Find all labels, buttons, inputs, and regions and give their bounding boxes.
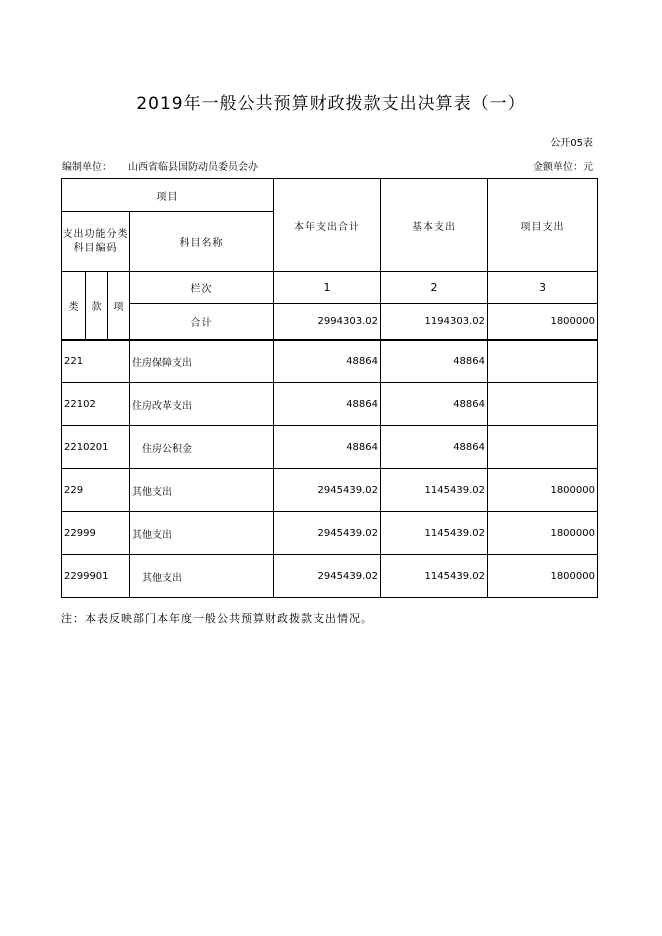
row-code: 221 [62, 340, 130, 383]
row-total: 48864 [274, 383, 381, 426]
sum-project: 1800000 [488, 304, 598, 340]
org-label: 编制单位： [62, 162, 112, 173]
table-row [62, 512, 598, 555]
header-name: 科目名称 [130, 212, 274, 272]
amount-unit: 金额单位：元 [533, 162, 593, 173]
row-total: 48864 [274, 340, 381, 383]
budget-table [61, 178, 598, 598]
page-title: 2019年一般公共预算财政拨款支出决算表（一） [136, 94, 526, 114]
row-code: 2299901 [62, 555, 130, 598]
header-total: 本年支出合计 [274, 179, 381, 272]
row-name: 其他支出 [130, 555, 274, 598]
row-code: 22999 [62, 512, 130, 555]
org-name: 山西省临县国防动员委员会办 [128, 162, 258, 173]
row-project [488, 383, 598, 426]
header-item: 项目 [62, 179, 274, 212]
row-project [488, 340, 598, 383]
sum-total: 2994303.02 [274, 304, 381, 340]
row-basic: 1145439.02 [381, 469, 488, 512]
table-row [62, 555, 598, 598]
row-basic: 48864 [381, 426, 488, 469]
col-number-3: 3 [488, 272, 598, 304]
row-basic: 1145439.02 [381, 512, 488, 555]
row-basic: 1145439.02 [381, 555, 488, 598]
sum-basic: 1194303.02 [381, 304, 488, 340]
row-name: 住房公积金 [130, 426, 274, 469]
row-name: 住房改革支出 [130, 383, 274, 426]
row-code: 229 [62, 469, 130, 512]
table-row [62, 469, 598, 512]
row-total: 2945439.02 [274, 469, 381, 512]
table-row [62, 426, 598, 469]
header-kuan: 款 [86, 272, 108, 340]
row-total: 48864 [274, 426, 381, 469]
table-row [62, 383, 598, 426]
header-lei: 类 [62, 272, 86, 340]
header-code: 支出功能分类科目编码 [62, 212, 130, 272]
row-basic: 48864 [381, 383, 488, 426]
col-number-1: 1 [274, 272, 381, 304]
header-xiang: 项 [108, 272, 130, 340]
table-note: 注：本表反映部门本年度一般公共预算财政拨款支出情况。 [61, 612, 373, 625]
form-code: 公开05表 [550, 138, 593, 149]
header-project: 项目支出 [488, 179, 598, 272]
row-name: 住房保障支出 [130, 340, 274, 383]
table-row [62, 340, 598, 383]
row-name: 其他支出 [130, 469, 274, 512]
sum-label: 合计 [130, 304, 274, 340]
org-info [62, 158, 258, 173]
header-basic: 基本支出 [381, 179, 488, 272]
row-total: 2945439.02 [274, 555, 381, 598]
row-project: 1800000 [488, 555, 598, 598]
row-code: 2210201 [62, 426, 130, 469]
row-project [488, 426, 598, 469]
row-basic: 48864 [381, 340, 488, 383]
row-name: 其他支出 [130, 512, 274, 555]
row-project: 1800000 [488, 469, 598, 512]
header-lanci: 栏次 [130, 272, 274, 304]
col-number-2: 2 [381, 272, 488, 304]
row-total: 2945439.02 [274, 512, 381, 555]
row-project: 1800000 [488, 512, 598, 555]
row-code: 22102 [62, 383, 130, 426]
